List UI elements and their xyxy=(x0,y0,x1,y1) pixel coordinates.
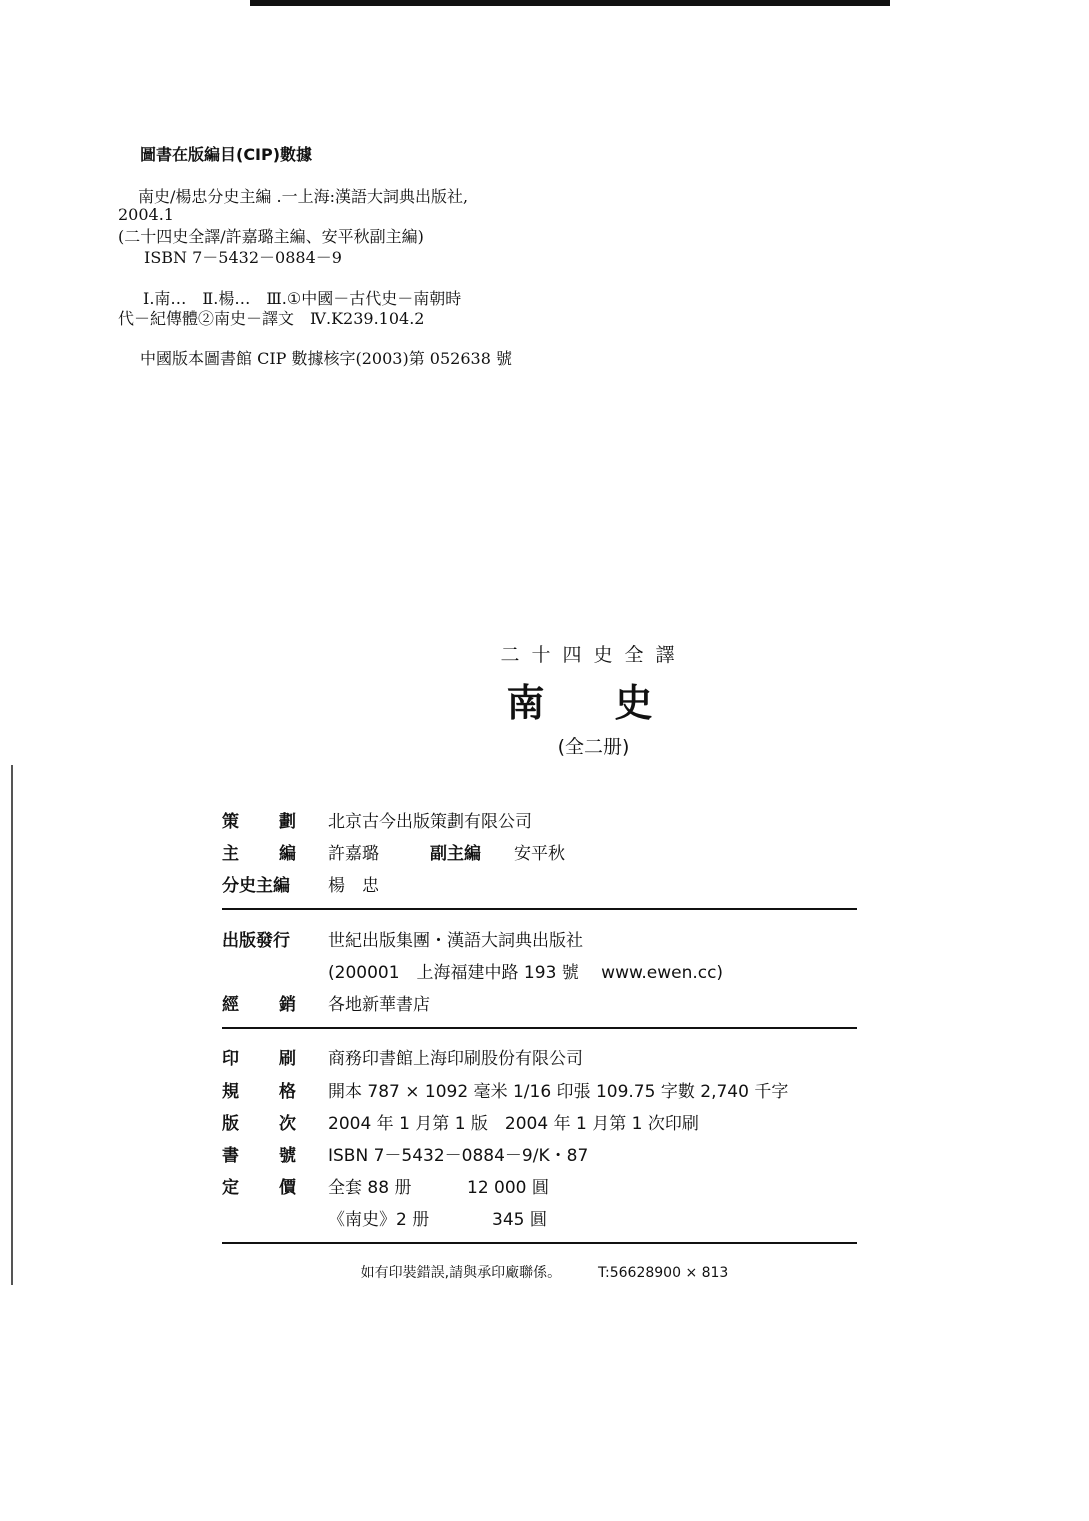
series-title: 二十四史全譯 xyxy=(500,644,687,666)
cip-line-2: 2004.1 xyxy=(118,205,174,224)
deputy-editor-value: 安平秋 xyxy=(514,844,565,864)
price-book-amount: 345 圓 xyxy=(492,1210,547,1230)
publisher-label: 出版發行 xyxy=(222,931,290,951)
volume-editor-value: 楊 忠 xyxy=(328,876,379,896)
distributor-value: 各地新華書店 xyxy=(328,995,430,1015)
distributor-label: 經銷 xyxy=(222,995,336,1015)
footer-notice: 如有印裝錯誤,請與承印廠聯係。 xyxy=(360,1265,562,1281)
publisher-address: (200001 上海福建中路 193 號 www.ewen.cc) xyxy=(328,963,724,983)
editor-value: 許嘉璐 xyxy=(328,844,379,864)
publisher-value: 世紀出版集團・漢語大詞典出版社 xyxy=(328,931,583,951)
divider-3 xyxy=(222,1242,857,1244)
cip-heading: 圖書在版編目(CIP)數據 xyxy=(140,145,313,164)
price-book: 《南史》2 册 xyxy=(328,1210,430,1230)
isbn-value: ISBN 7－5432－0884－9/K・87 xyxy=(328,1146,589,1166)
printer-label: 印刷 xyxy=(222,1049,336,1069)
edition-value: 2004 年 1 月第 1 版 2004 年 1 月第 1 次印刷 xyxy=(328,1114,699,1134)
planning-label: 策劃 xyxy=(222,812,336,832)
printer-value: 商務印書館上海印刷股份有限公司 xyxy=(328,1049,583,1069)
edition-label: 版次 xyxy=(222,1114,336,1134)
cip-line-3: (二十四史全譯/許嘉璐主編、安平秋副主編) xyxy=(118,227,424,246)
cip-line-4: ISBN 7－5432－0884－9 xyxy=(144,248,342,267)
spec-value: 開本 787 × 1092 毫米 1/16 印張 109.75 字數 2,740 千字 xyxy=(328,1082,789,1102)
deputy-editor-label: 副主編 xyxy=(430,844,481,864)
cip-line-1: 南史/楊忠分史主編 .一上海:漢語大詞典出版社, xyxy=(138,187,469,206)
price-set: 全套 88 册 xyxy=(328,1178,412,1198)
cip-line-6: 代－紀傳體②南史－譯文 Ⅳ.K239.104.2 xyxy=(118,309,425,328)
volume-editor-label: 分史主編 xyxy=(222,876,290,896)
price-set-amount: 12 000 圓 xyxy=(467,1178,549,1198)
footer xyxy=(0,1262,1089,1282)
editor-label: 主編 xyxy=(222,844,336,864)
volume-count: (全二册) xyxy=(557,736,630,758)
left-edge-line xyxy=(11,765,13,1285)
cip-line-7: 中國版本圖書館 CIP 數據核字(2003)第 052638 號 xyxy=(140,349,512,368)
planning-value: 北京古今出版策劃有限公司 xyxy=(328,812,532,832)
isbn-label: 書號 xyxy=(222,1146,336,1166)
book-title: 南史 xyxy=(506,680,723,725)
divider-2 xyxy=(222,1027,857,1029)
spec-label: 規格 xyxy=(222,1082,336,1102)
top-edge-bar xyxy=(250,0,890,6)
cip-line-5: Ⅰ.南… Ⅱ.楊… Ⅲ.①中國－古代史－南朝時 xyxy=(143,289,462,308)
price-label: 定價 xyxy=(222,1178,336,1198)
divider-1 xyxy=(222,908,857,910)
footer-phone: T:56628900 × 813 xyxy=(598,1265,729,1281)
